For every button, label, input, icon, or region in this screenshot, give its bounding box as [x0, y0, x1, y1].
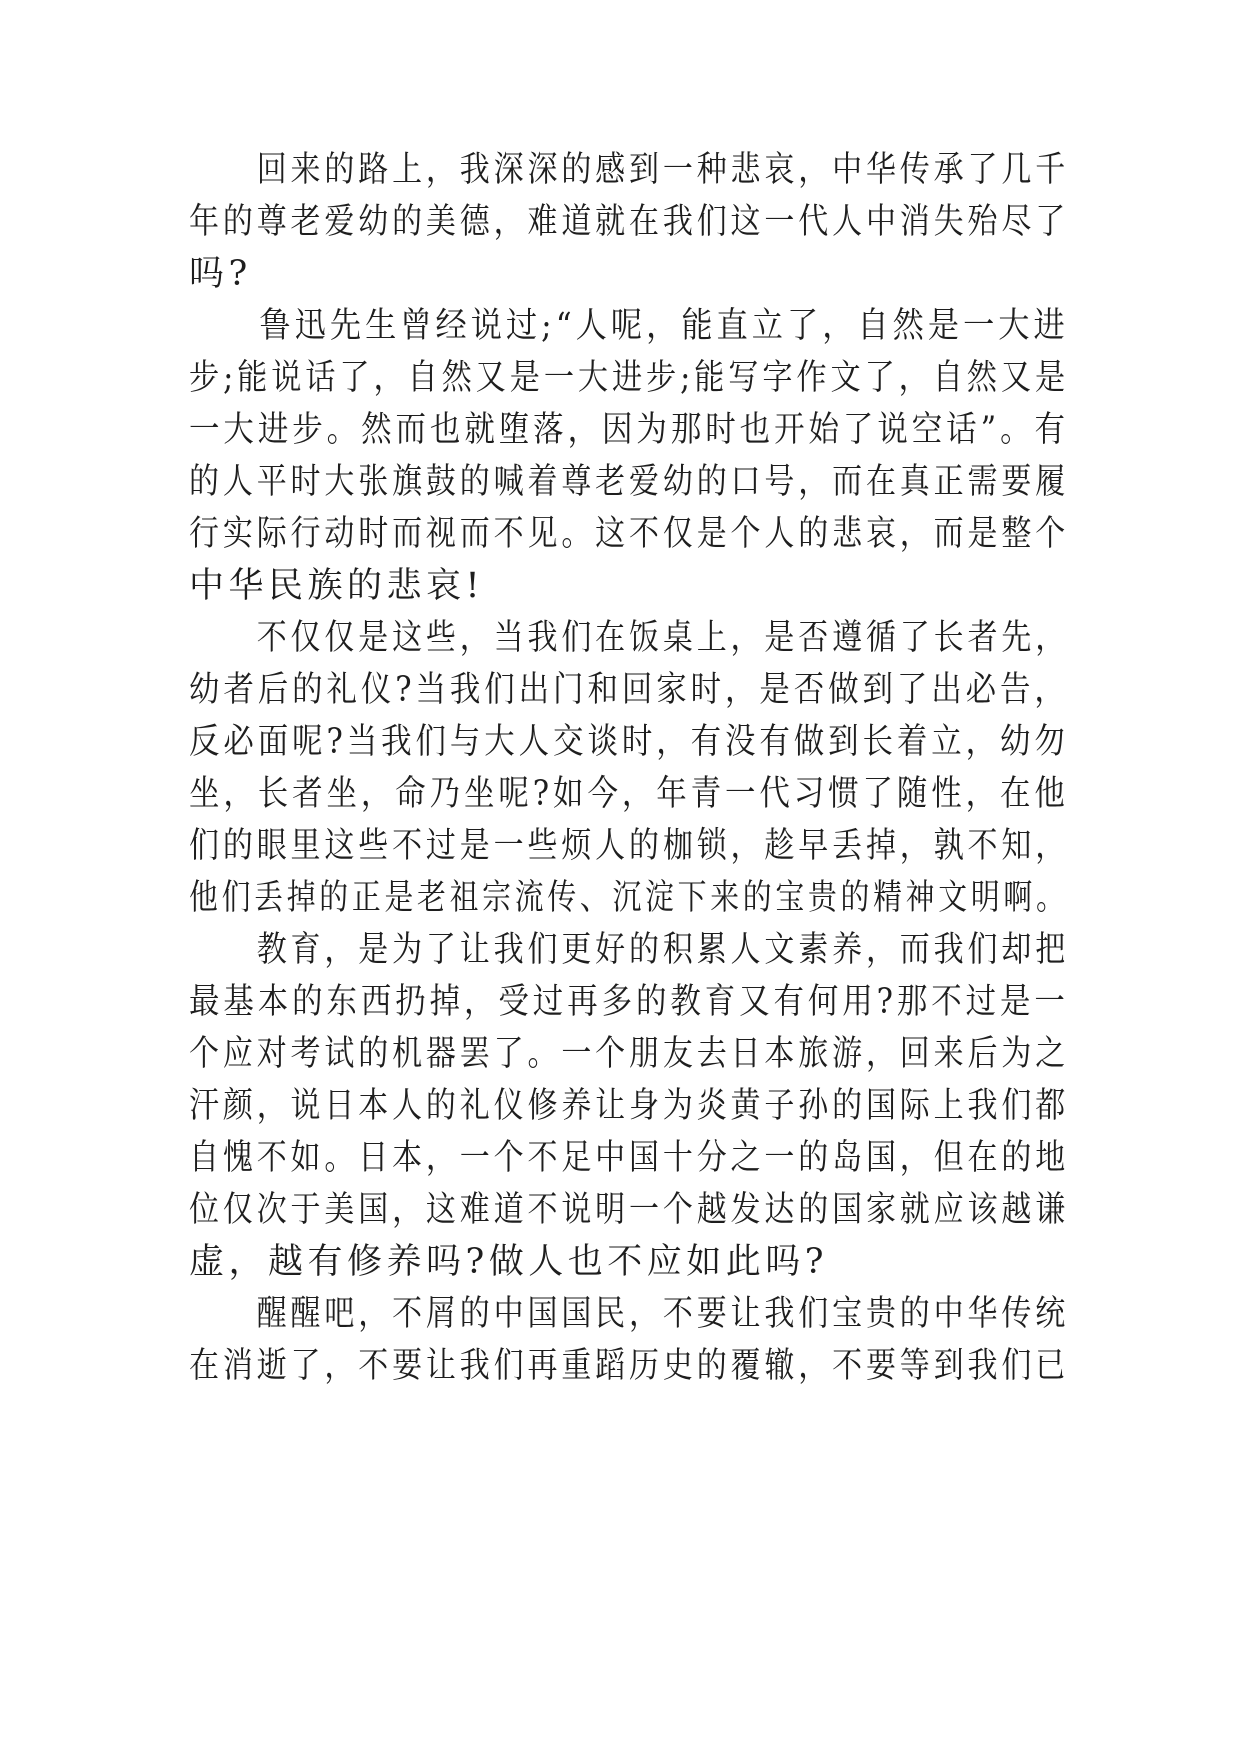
text-line: 最基本的东西扔掉，受过再多的教育又有何用?那不过是一	[189, 982, 1069, 1022]
text-line: 教育，是为了让我们更好的积累人文素养，而我们却把	[189, 930, 1070, 970]
text-line: 吗?	[189, 254, 252, 294]
text-line: 幼者后的礼仪?当我们出门和回家时，是否做到了出必告，	[189, 670, 1069, 710]
text-line: 坐，长者坐，命乃坐呢?如今，年青一代习惯了随性，在他	[189, 774, 1069, 814]
text-line: 步;能说话了，自然又是一大进步;能写字作文了，自然又是	[189, 358, 1070, 398]
text-line: 位仅次于美国，这难道不说明一个越发达的国家就应该越谦	[189, 1190, 1070, 1230]
text-line: 不仅仅是这些，当我们在饭桌上，是否遵循了长者先，	[189, 618, 1070, 658]
text-line: 反必面呢?当我们与大人交谈时，有没有做到长着立，幼勿	[189, 722, 1069, 762]
text-line: 醒醒吧，不屑的中国国民，不要让我们宝贵的中华传统	[189, 1294, 1070, 1334]
text-line: 汗颜，说日本人的礼仪修养让身为炎黄子孙的国际上我们都	[189, 1086, 1070, 1126]
text-line: 鲁迅先生曾经说过;“人呢，能直立了，自然是一大进	[189, 306, 1069, 346]
text-line: 在消逝了，不要让我们再重蹈历史的覆辙，不要等到我们已	[189, 1346, 1070, 1386]
text-line: 虚，越有修养吗?做人也不应如此吗?	[189, 1242, 829, 1282]
text-line: 个应对考试的机器罢了。一个朋友去日本旅游，回来后为之	[189, 1034, 1070, 1074]
text-line: 行实际行动时而视而不见。这不仅是个人的悲哀，而是整个	[189, 514, 1070, 554]
text-line: 一大进步。然而也就堕落，因为那时也开始了说空话”。有	[189, 410, 1069, 450]
text-line: 的人平时大张旗鼓的喊着尊老爱幼的口号，而在真正需要履	[189, 462, 1070, 502]
text-line: 他们丢掉的正是老祖宗流传、沉淀下来的宝贵的精神文明啊。	[189, 878, 1069, 918]
text-line: 回来的路上，我深深的感到一种悲哀，中华传承了几千	[189, 150, 1070, 190]
text-line: 年的尊老爱幼的美德，难道就在我们这一代人中消失殆尽了	[189, 202, 1070, 242]
text-line: 中华民族的悲哀!	[189, 566, 485, 606]
text-line: 自愧不如。日本，一个不足中国十分之一的岛国，但在的地	[189, 1138, 1070, 1178]
text-line: 们的眼里这些不过是一些烦人的枷锁，趁早丢掉，孰不知，	[189, 826, 1070, 866]
